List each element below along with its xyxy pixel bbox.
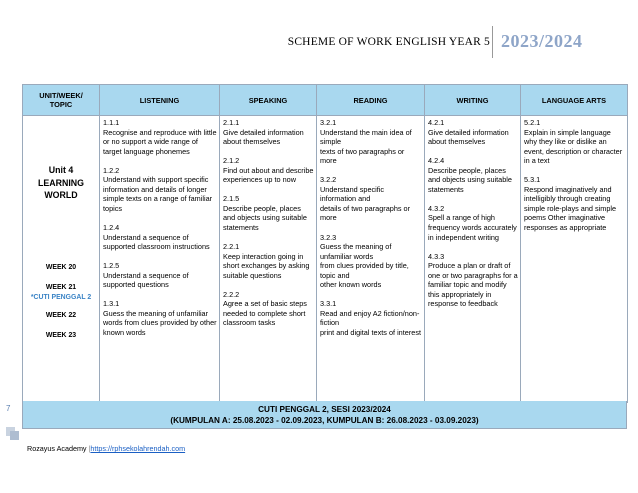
listening-standards: 1.1.1 Recognise and reproduce with little or no support a wide range of target language phonemes 1.2.2 Understand with support specific information and details of longer simple texts on a range of familiar topics 1.2.4 Understand a sequence of supported classroom instructions 1.2.5 Understand a sequence of supported questions 1.3.1 Guess the meaning of unfamiliar words from clues provided by other known words	[100, 116, 220, 403]
footer-credit	[27, 444, 185, 453]
reading-standards: 3.2.1 Understand the main idea of simple texts of two paragraphs or more 3.2.2 Understand specific information and details of two paragraphs or more 3.2.3 Guess the meaning of unfamiliar words from clues provided by title, topic and other known words 3.3.1 Read and enjoy A2 fiction/non-fiction print and digital texts of interest	[317, 116, 425, 403]
week-label: WEEK 23	[45, 332, 77, 339]
table-header-row	[23, 85, 628, 116]
writing-standards: 4.2.1 Give detailed information about themselves 4.2.4 Describe people, places and objects using suitable statements 4.3.2 Spell a range of high frequency words accurately in independent writing 4.3.3 Produce a plan or draft of one or two paragraphs for a familiar topic and modify this appropriately in response to feedback	[425, 116, 521, 403]
col-header-listening: LISTENING	[100, 85, 220, 116]
decorative-squares	[6, 427, 20, 441]
col-header-language-arts: LANGUAGE ARTS	[521, 85, 628, 116]
speaking-standards: 2.1.1 Give detailed information about themselves 2.1.2 Find out about and describe experiences up to now 2.1.5 Describe people, places and objects using suitable statements 2.2.1 Keep interaction going in short exchanges by asking suitable questions 2.2.2 Agree a set of basic steps needed to complete short classroom tasks	[220, 116, 317, 403]
page-number: 7	[6, 404, 11, 413]
week-label: WEEK 21	[45, 284, 77, 291]
unit-title: Unit 4 LEARNING WORLD	[38, 165, 84, 201]
holiday-label: *CUTI PENGGAL 2	[30, 294, 92, 301]
unit-cell	[23, 116, 100, 403]
holiday-banner-title: CUTI PENGGAL 2, SESI 2023/2024	[258, 405, 391, 414]
scheme-table	[22, 84, 628, 403]
credit-link[interactable]: https://rphsekolahrendah.com	[90, 444, 186, 453]
col-header-speaking: SPEAKING	[220, 85, 317, 116]
col-header-reading: READING	[317, 85, 425, 116]
language-arts-standards: 5.2.1 Explain in simple language why they like or dislike an event, description or character in a text 5.3.1 Respond imaginatively and intelligibly through creating simple role-plays and simple poems Other imaginative responses as appropriate	[521, 116, 628, 403]
table-row	[23, 116, 628, 403]
credit-name: Rozayus Academy	[27, 444, 87, 453]
holiday-banner-dates: (KUMPULAN A: 25.08.2023 - 02.09.2023, KUMPULAN B: 26.08.2023 - 03.09.2023)	[170, 416, 479, 425]
credit-separator: |	[88, 444, 91, 453]
week-label: WEEK 22	[45, 312, 77, 319]
week-label: WEEK 20	[45, 264, 77, 271]
document-title: SCHEME OF WORK ENGLISH YEAR 5	[287, 36, 490, 48]
col-header-unit: UNIT/WEEK/ TOPIC	[23, 85, 100, 116]
header-divider	[492, 26, 493, 58]
col-header-writing: WRITING	[425, 85, 521, 116]
school-year: 2023/2024	[501, 31, 583, 51]
holiday-banner	[22, 401, 627, 429]
